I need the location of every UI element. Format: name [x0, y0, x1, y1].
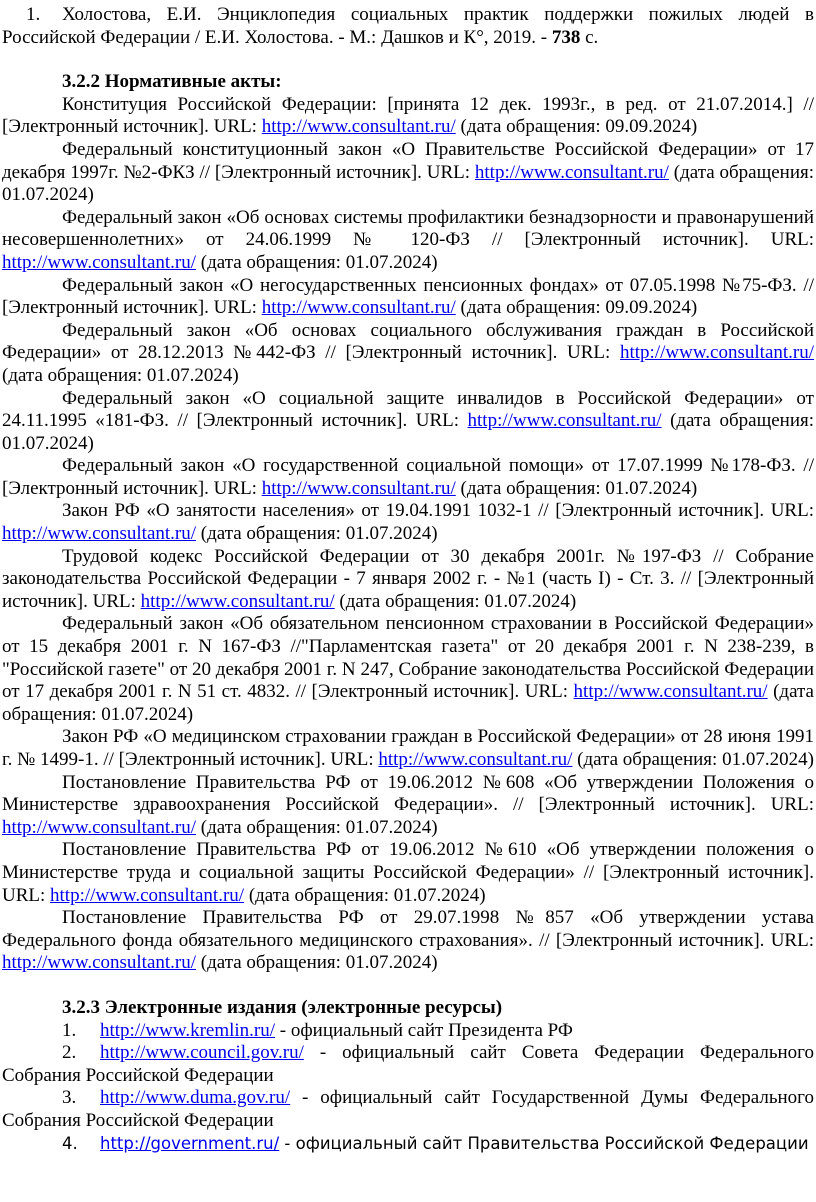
act-text: Федеральный закон «О государственной социальной помощи» от 17.07.1999 №178-ФЗ. // [Электронный источник]. URL: — [2, 455, 814, 499]
access-date: (дата обращения: 01.07.2024) — [2, 161, 815, 206]
normative-act-entry — [2, 546, 814, 614]
access-date: (дата обращения: 01.07.2024) — [455, 477, 698, 499]
act-text: Федеральный закон «Об обязательном пенсионном страховании в Российской Федерации» от 15 декабря 2001 г. N 167-ФЗ //"Парламентская газета" от 20 декабря 2001 г. N 238-239, в "Российской газете" от 20 декабря 2001 г. N 247, Собрание законодательства Российской Федерации от 17 декабря 2001 г. N 51 ст. 4832. // [Электронный источник]. URL: — [2, 613, 814, 703]
access-date: (дата обращения: 01.07.2024) — [196, 251, 438, 273]
section-322-heading: 3.2.2 Нормативные акты: — [62, 71, 282, 93]
top-item-number: 1. — [26, 4, 41, 25]
consultant-link[interactable]: http://www.consultant.ru/ — [261, 116, 456, 138]
normative-act-entry — [2, 726, 814, 771]
consultant-link[interactable]: http://www.consultant.ru/ — [261, 297, 456, 319]
access-date: (дата обращения: 01.07.2024) — [2, 681, 814, 725]
resource-description: - официальный сайт Государственной Думы Федерального Собрания Российской Федерации — [2, 1087, 814, 1131]
normative-act-entry — [2, 839, 814, 907]
act-text: Федеральный закон «Об основах системы профилактики безнадзорности и правонарушений несовершеннолетних» от 24.06.1999 № 120-ФЗ // [Электронный источник]. URL: — [2, 206, 814, 251]
act-text: Постановление Правительства РФ от 29.07.1998 №857 «Об утверждении устава Федерального фонда обязательного медицинского страхования». // [Электронный источник]. URL: — [2, 907, 814, 951]
normative-act-entry — [2, 772, 814, 840]
resource-description: - официальный сайт Совета Федерации Федерального Собрания Российской Федерации — [2, 1042, 814, 1086]
access-date: (дата обращения: 01.07.2024) — [572, 749, 814, 770]
resource-link[interactable]: http://www.duma.gov.ru/ — [100, 1087, 291, 1109]
consultant-link[interactable]: http://www.consultant.ru/ — [140, 590, 335, 612]
access-date: (дата обращения: 01.07.2024) — [244, 884, 486, 906]
act-text: Постановление Правительства РФ от 19.06.2012 №610 «Об утверждении положения о Министерстве труда и социальной защиты Российской Федерации» // [Электронный источник]. URL: — [2, 839, 814, 906]
normative-act-entry — [2, 455, 814, 500]
access-date: (дата обращения: 01.07.2024) — [196, 523, 438, 545]
act-text: Федеральный конституционный закон «О Правительстве Российской Федерации» от 17 декабря 1997г. №2-ФКЗ // [Электронный источник]. URL: — [2, 138, 814, 183]
resource-number: 4. — [62, 1133, 78, 1153]
access-date: (дата обращения: 09.09.2024) — [455, 297, 698, 319]
resource-description: - официальный сайт Правительства Российской Федерации — [279, 1133, 809, 1153]
top-item-pages: 738 — [551, 26, 581, 48]
resource-number: 1. — [62, 1019, 77, 1041]
top-item-text: Холостова, Е.И. Энциклопедия социальных практик поддержки пожилых людей в Российской Федерации / Е.И. Холостова. - М.: Дашков и К°, 2019. - — [2, 4, 814, 48]
resource-number: 3. — [62, 1087, 77, 1109]
act-text: Трудовой кодекс Российской Федерации от 30 декабря 2001г. №197-ФЗ // Собрание законодательства Российской Федерации - 7 января 2002 г. - №1 (часть I) - Ст. 3. // [Электронный источник]. URL: — [2, 545, 814, 612]
act-text: Закон РФ «О медицинском страховании граждан в Российской Федерации» от 28 июня 1991 г. № 1499-1. // [Электронный источник]. URL: — [2, 726, 814, 770]
top-item-tail: с. — [585, 26, 599, 48]
act-text: Постановление Правительства РФ от 19.06.2012 №608 «Об утверждении Положения о Министерстве здравоохранения Российской Федерации». // [Электронный источник]. URL: — [2, 771, 814, 816]
act-text: Федеральный закон «О негосударственных пенсионных фондах» от 07.05.1998 №75-ФЗ. // [Электронный источник]. URL: — [2, 274, 814, 319]
act-text: Федеральный закон «Об основах социального обслуживания граждан в Российской Федерации» от 28.12.2013 №442-ФЗ // [Электронный источник]. URL: — [2, 319, 814, 364]
consultant-link[interactable]: http://www.consultant.ru/ — [573, 681, 768, 703]
resource-link[interactable]: http://government.ru/ — [100, 1133, 280, 1153]
normative-acts-list — [2, 94, 814, 975]
act-text: Закон РФ «О занятости населения» от 19.04.1991 1032-1 // [Электронный источник]. URL: — [62, 500, 814, 522]
consultant-link[interactable]: http://www.consultant.ru/ — [261, 477, 456, 499]
consultant-link[interactable]: http://www.consultant.ru/ — [467, 410, 662, 432]
resource-number: 2. — [62, 1042, 77, 1064]
normative-act-entry — [2, 388, 814, 456]
access-date: (дата обращения: 01.07.2024) — [2, 364, 239, 386]
normative-act-entry — [2, 275, 814, 320]
act-text: Конституция Российской Федерации: [принята 12 дек. 1993г., в ред. от 21.07.2014.] // [Электронный источник]. URL: — [2, 93, 814, 138]
consultant-link[interactable]: http://www.consultant.ru/ — [619, 342, 815, 364]
consultant-link[interactable]: http://www.consultant.ru/ — [2, 251, 197, 273]
resource-item — [2, 1020, 814, 1043]
act-text: Федеральный закон «О социальной защите инвалидов в Российской Федерации» от 24.11.1995 «181-ФЗ. // [Электронный источник]. URL: — [2, 387, 814, 432]
consultant-link[interactable]: http://www.consultant.ru/ — [378, 749, 573, 770]
resource-link[interactable]: http://www.council.gov.ru/ — [100, 1042, 304, 1064]
resource-item — [2, 1042, 814, 1087]
resource-link[interactable]: http://www.kremlin.ru/ — [100, 1019, 276, 1041]
normative-act-entry — [2, 613, 814, 726]
access-date: (дата обращения: 01.07.2024) — [196, 952, 438, 974]
section-323-heading: 3.2.3 Электронные издания (электронные ресурсы) — [62, 996, 503, 1018]
normative-act-entry — [2, 500, 814, 545]
access-date: (дата обращения: 09.09.2024) — [455, 116, 698, 138]
electronic-resources-list — [2, 1020, 814, 1156]
consultant-link[interactable]: http://www.consultant.ru/ — [2, 816, 197, 838]
top-reference-item — [2, 4, 814, 49]
resource-description: - официальный сайт Президента РФ — [275, 1019, 573, 1041]
normative-act-entry — [2, 139, 814, 207]
normative-act-entry — [2, 320, 814, 388]
access-date: (дата обращения: 01.07.2024) — [196, 816, 438, 838]
consultant-link[interactable]: http://www.consultant.ru/ — [2, 523, 197, 545]
consultant-link[interactable]: http://www.consultant.ru/ — [2, 952, 197, 974]
resource-item — [2, 1087, 814, 1132]
resource-item — [2, 1133, 814, 1156]
normative-act-entry — [2, 94, 814, 139]
access-date: (дата обращения: 01.07.2024) — [2, 410, 814, 454]
normative-act-entry — [2, 207, 814, 275]
consultant-link[interactable]: http://www.consultant.ru/ — [50, 884, 245, 906]
consultant-link[interactable]: http://www.consultant.ru/ — [474, 161, 669, 183]
access-date: (дата обращения: 01.07.2024) — [334, 590, 577, 612]
normative-act-entry — [2, 907, 814, 975]
